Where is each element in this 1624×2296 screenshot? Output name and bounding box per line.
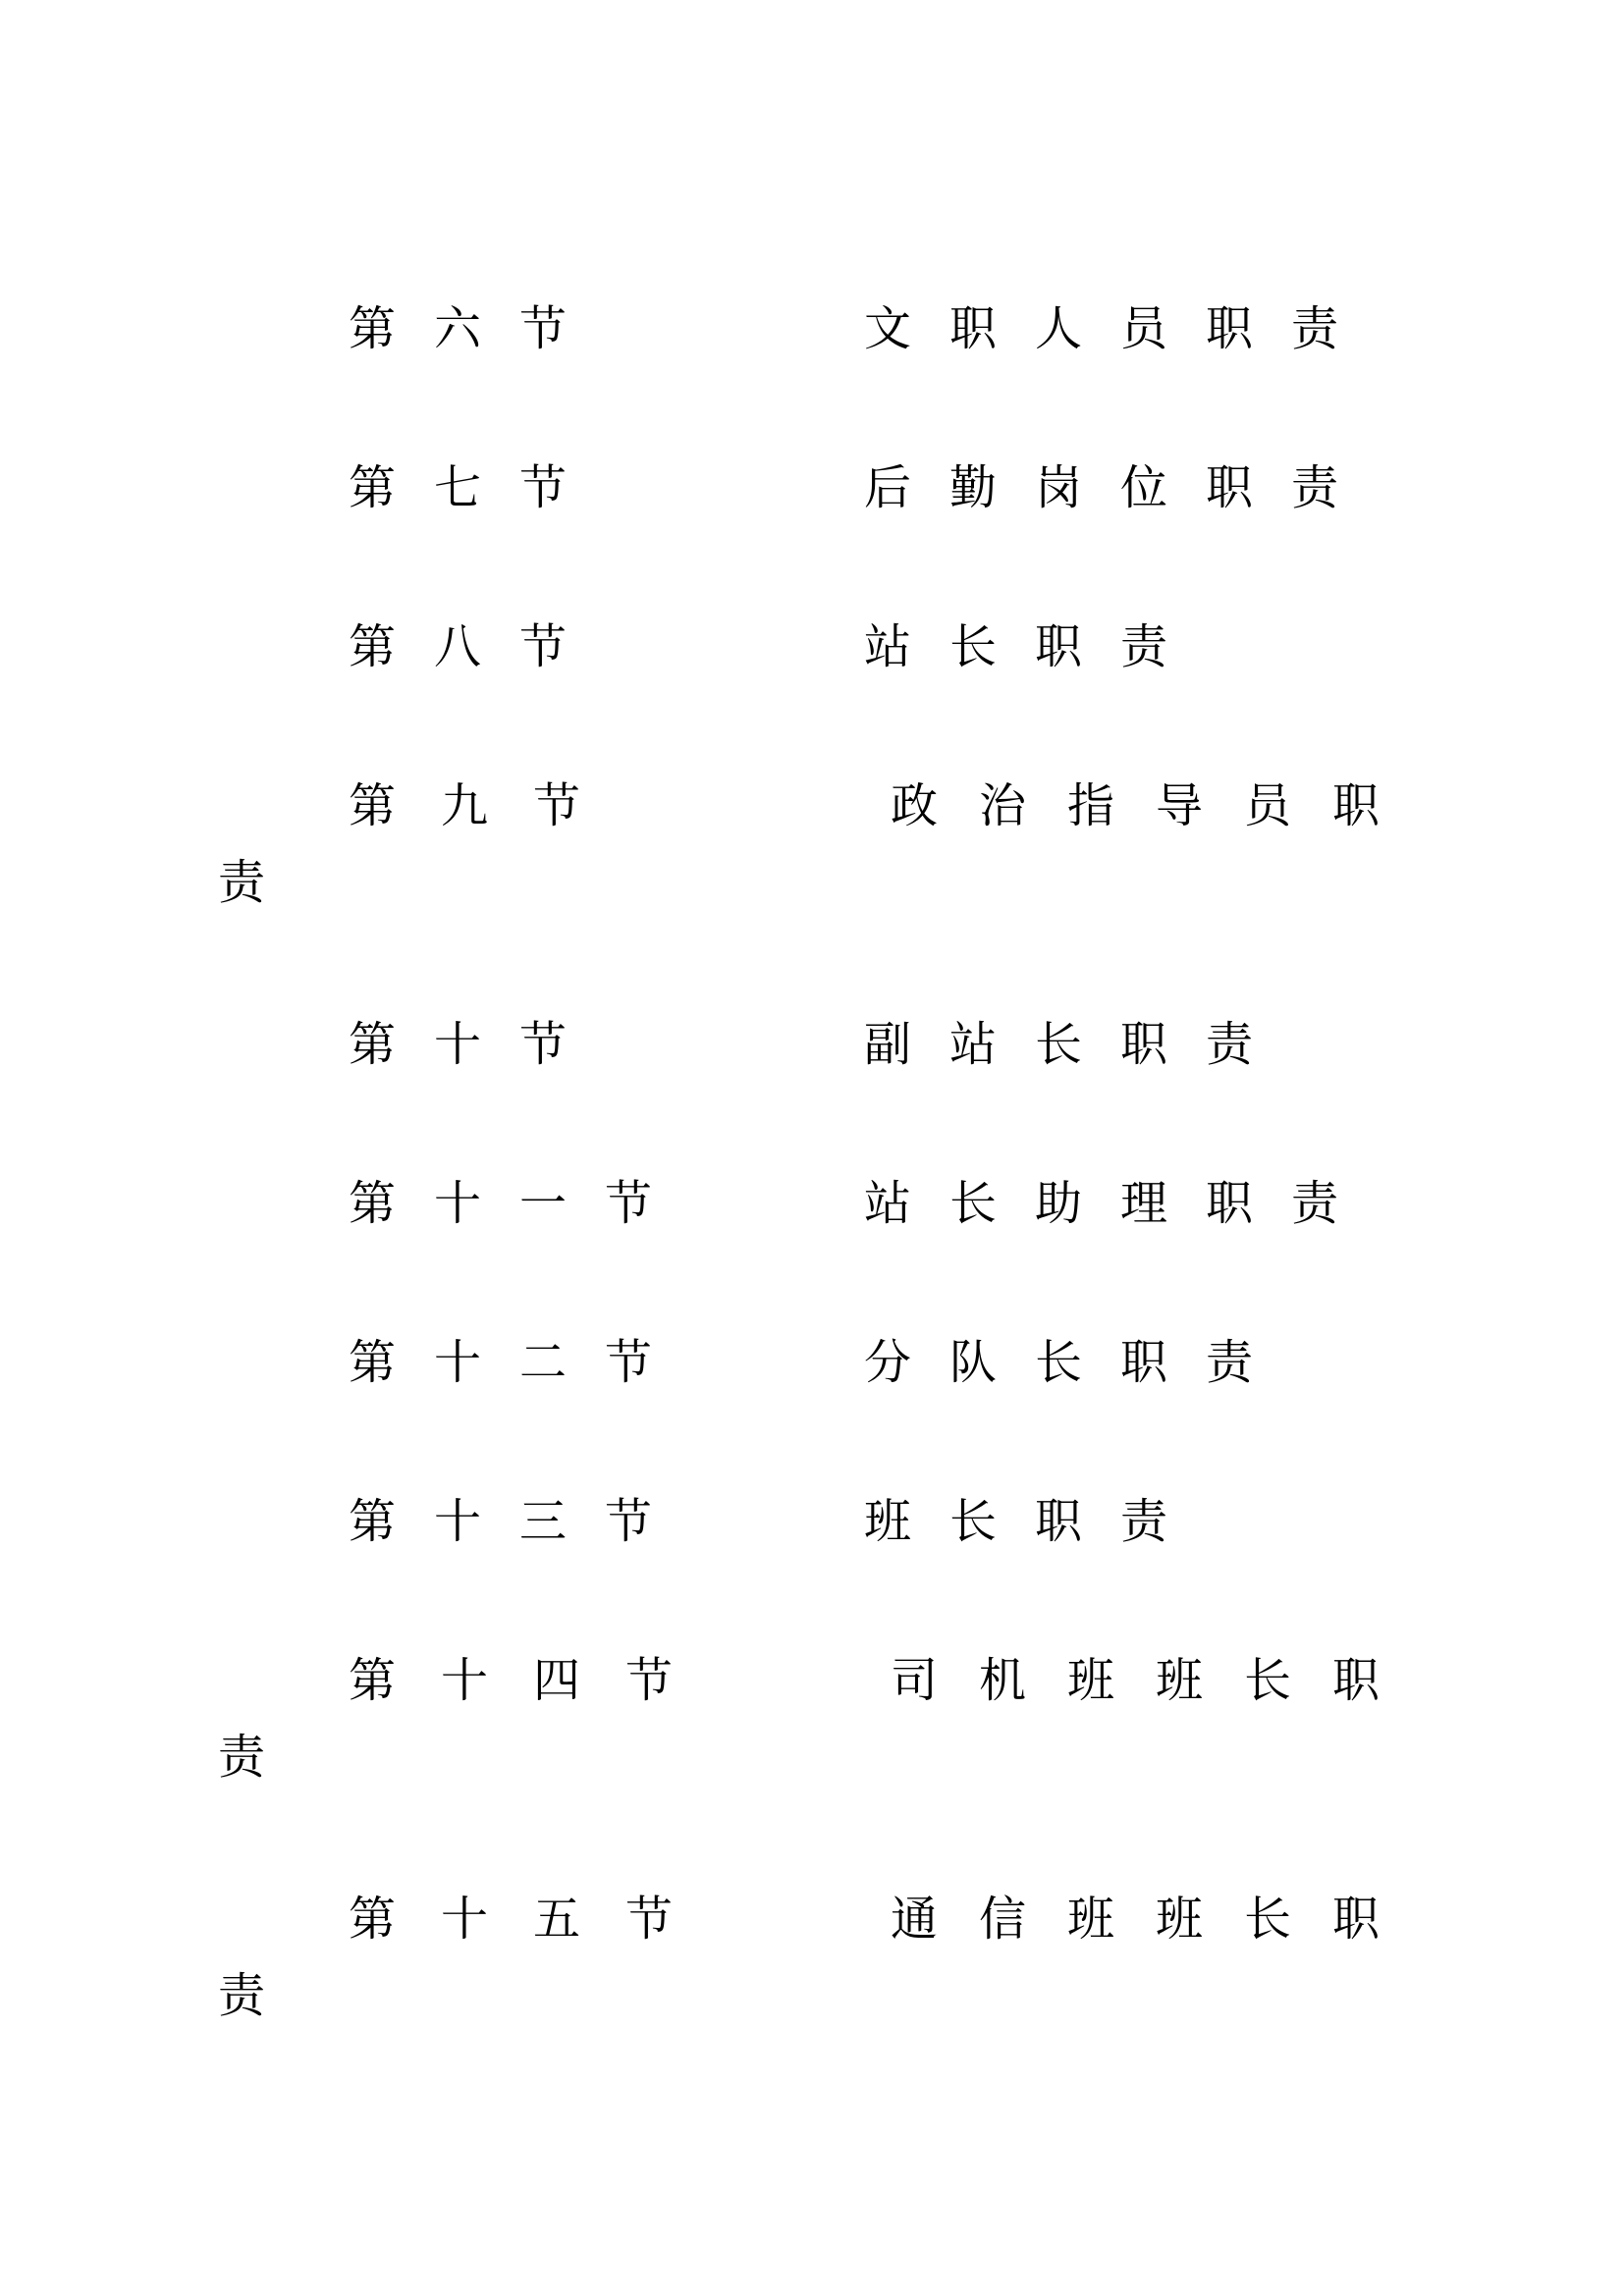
section-title: 后勤岗位职责	[864, 460, 1378, 515]
section-title: 通信班班长职	[891, 1892, 1422, 1947]
section-number: 第十五节	[349, 1892, 719, 1947]
section-title: 班长职责	[864, 1494, 1207, 1549]
section-number: 第十三节	[349, 1494, 691, 1549]
section-number: 第六节	[349, 301, 606, 356]
section-title-wrap: 责	[218, 855, 266, 910]
section-number: 第十一节	[349, 1176, 691, 1231]
section-title-wrap: 责	[218, 1968, 266, 2023]
section-title: 站长助理职责	[864, 1176, 1378, 1231]
section-number: 第八节	[349, 619, 606, 674]
section-title: 分队长职责	[864, 1335, 1292, 1390]
section-title: 站长职责	[864, 619, 1207, 674]
section-title: 文职人员职责	[864, 301, 1378, 356]
section-number: 第九节	[349, 778, 626, 833]
section-title: 副站长职责	[864, 1017, 1292, 1072]
section-title-wrap: 责	[218, 1730, 266, 1785]
section-title: 司机班班长职	[891, 1653, 1422, 1708]
section-number: 第十节	[349, 1017, 606, 1072]
section-title: 政治指导员职	[891, 778, 1422, 833]
section-number: 第十二节	[349, 1335, 691, 1390]
section-number: 第十四节	[349, 1653, 719, 1708]
section-number: 第七节	[349, 460, 606, 515]
